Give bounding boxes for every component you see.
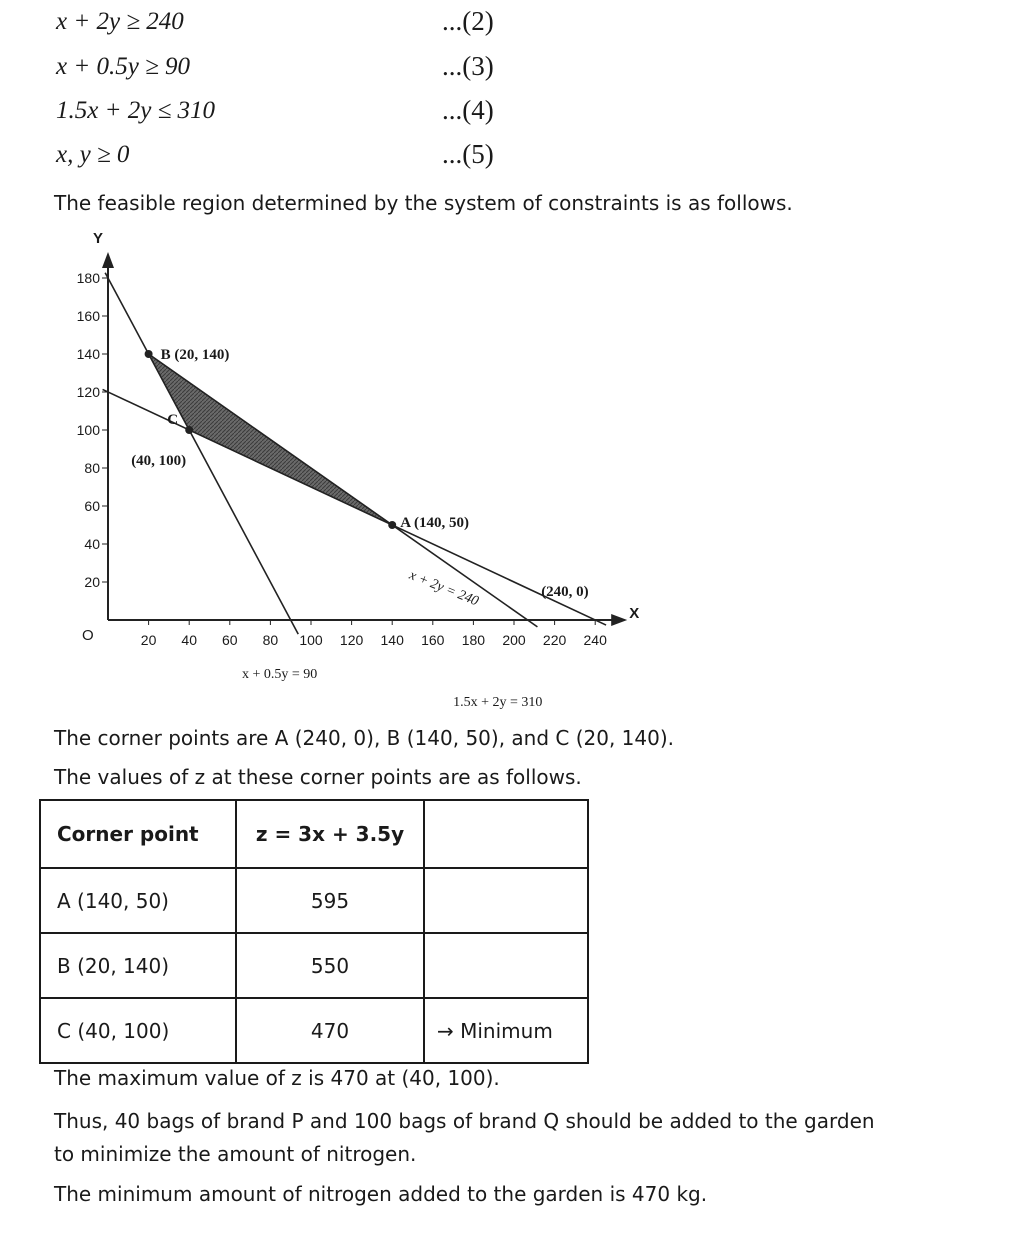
y-axis-label: Y [93, 230, 104, 247]
table-cell: A (140, 50) [40, 868, 236, 933]
conclusion-min-text: The minimum amount of nitrogen added to the garden is 470 kg. [54, 1182, 708, 1206]
table-cell: 595 [236, 868, 424, 933]
y-axis-arrow [102, 252, 114, 268]
x-tick-label: 100 [299, 632, 323, 648]
table-row [40, 998, 588, 1063]
table-row [40, 933, 588, 998]
constraint-5: x, y ≥ 0 [56, 141, 130, 168]
x-tick-label: 80 [262, 632, 279, 648]
corner-points-text: The corner points are A (240, 0), B (140, 50), and C (20, 140). [54, 726, 675, 750]
equation-number-2: ...(2) [442, 6, 494, 36]
table-cell [424, 933, 588, 998]
intro-text: The feasible region determined by the system of constraints is as follows. [54, 191, 793, 215]
table-cell: C (40, 100) [40, 998, 236, 1063]
corner-point-marker [185, 426, 193, 434]
table-row [40, 868, 588, 933]
table-header: Corner point [40, 800, 236, 868]
x-tick-label: 200 [502, 632, 526, 648]
y-tick-label: 140 [76, 346, 100, 362]
y-tick-label: 80 [84, 460, 100, 476]
constraint-4: 1.5x + 2y ≤ 310 [56, 97, 216, 124]
corner-point-marker [388, 521, 396, 529]
x-tick-label: 120 [339, 632, 364, 648]
y-tick-label: 40 [84, 536, 100, 552]
y-tick-label: 180 [76, 270, 100, 286]
constraint-2: x + 2y ≥ 240 [56, 8, 184, 35]
x-tick-label: 140 [380, 632, 404, 648]
corner-values-table [39, 799, 589, 1064]
x-axis-label: X [629, 605, 640, 622]
corner-point-marker [145, 350, 153, 358]
feasible-region-graph [50, 225, 640, 715]
conclusion-bags-text-2: to minimize the amount of nitrogen. [54, 1142, 417, 1166]
constraint-line-label: 1.5x + 2y = 310 [453, 695, 543, 710]
axes [82, 230, 639, 644]
x-tick-label: 220 [542, 632, 567, 648]
constraint-3: x + 0.5y ≥ 90 [56, 53, 191, 80]
values-intro-text: The values of z at these corner points are as follows. [54, 765, 582, 789]
corner-point-label: A (140, 50) [400, 515, 469, 531]
y-tick-label: 160 [76, 308, 100, 324]
conclusion-bags-text: Thus, 40 bags of brand P and 100 bags of brand Q should be added to the garden [54, 1109, 875, 1133]
x-tick-label: 180 [461, 632, 486, 648]
corner-point-label: (240, 0) [541, 584, 589, 600]
constraint-line [103, 389, 607, 625]
origin-label: O [82, 627, 94, 644]
x-tick-label: 60 [222, 632, 238, 648]
y-tick-label: 60 [84, 498, 100, 514]
constraint-line-label: x + 2y = 240 [406, 568, 481, 610]
y-tick-label: 20 [84, 574, 100, 590]
x-axis-arrow [611, 614, 627, 626]
y-tick-label: 120 [76, 384, 100, 400]
table-cell: → Minimum [424, 998, 588, 1063]
conclusion-max-text: The maximum value of z is 470 at (40, 100). [54, 1066, 500, 1090]
equation-number-5: ...(5) [442, 139, 494, 169]
x-tick-label: 40 [181, 632, 197, 648]
table-header [424, 800, 588, 868]
constraint-line-label: x + 0.5y = 90 [241, 667, 318, 682]
corner-point-label: B (20, 140) [160, 347, 230, 363]
table-header: z = 3x + 3.5y [236, 800, 424, 868]
table-cell: B (20, 140) [40, 933, 236, 998]
corner-point-label: C [167, 412, 179, 428]
table-cell: 470 [236, 998, 424, 1063]
corner-points [131, 347, 589, 600]
x-tick-label: 160 [421, 632, 445, 648]
x-tick-label: 20 [140, 632, 157, 648]
equation-number-4: ...(4) [442, 95, 494, 125]
corner-point-sublabel: (40, 100) [131, 453, 187, 469]
equation-number-3: ...(3) [442, 51, 494, 81]
x-tick-label: 240 [583, 632, 607, 648]
table-cell: 550 [236, 933, 424, 998]
table-header-row [40, 800, 588, 868]
y-tick-label: 100 [76, 422, 100, 438]
constraint-line [149, 354, 538, 627]
table-cell [424, 868, 588, 933]
